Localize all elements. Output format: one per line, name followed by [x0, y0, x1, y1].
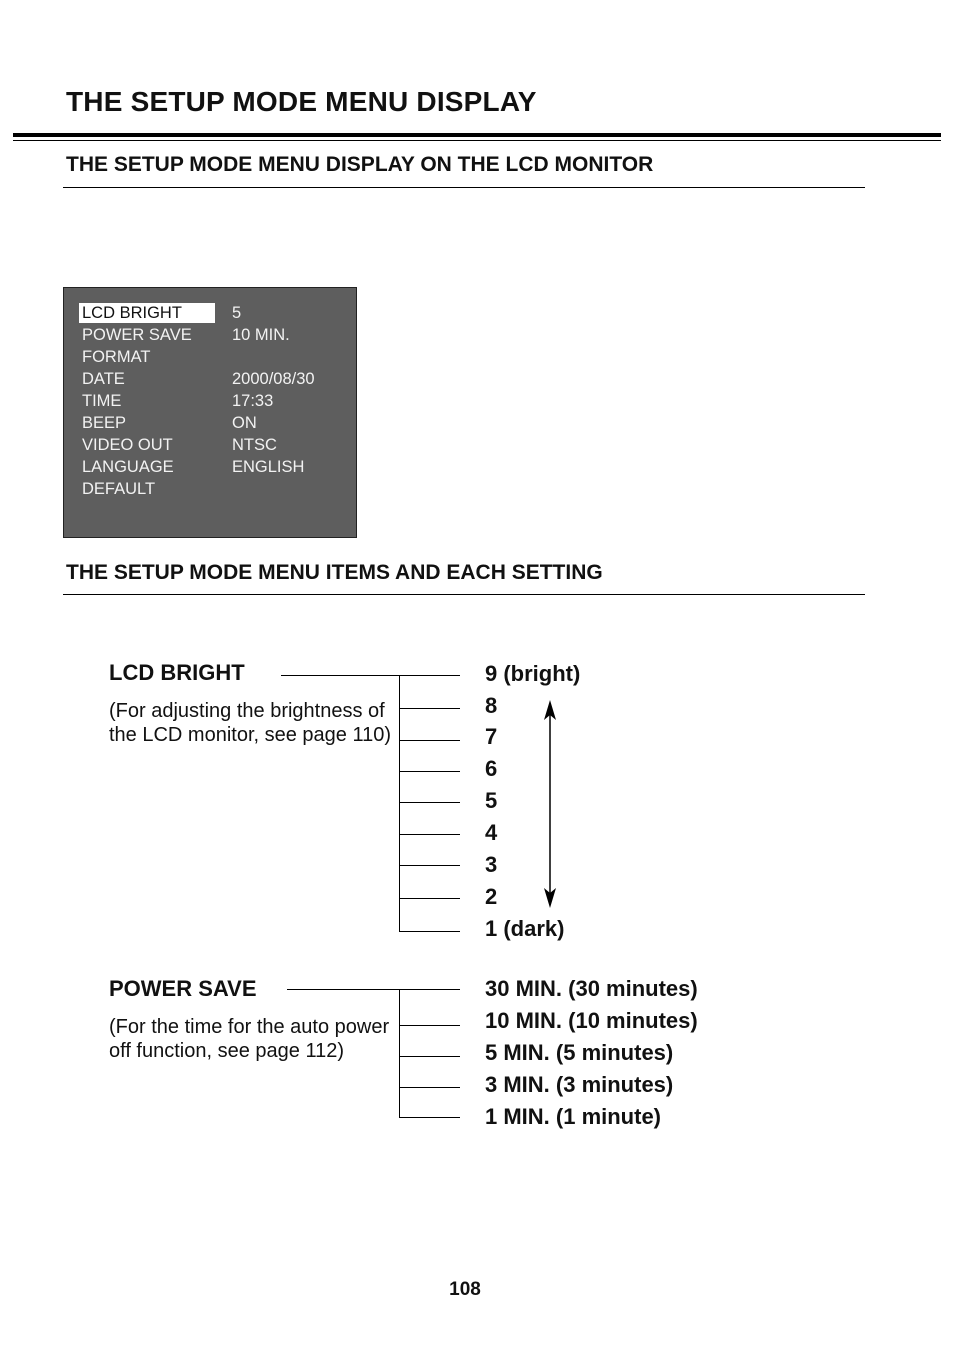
connector-line	[399, 1087, 460, 1088]
lcd-menu-row	[64, 435, 356, 457]
power-save-setting: 30 MIN. (30 minutes)	[485, 976, 698, 1001]
lcd-bright-setting: 8	[485, 693, 498, 718]
lcd-menu-row	[64, 413, 356, 435]
connector-line	[399, 771, 460, 772]
power-save-item-name: POWER SAVE	[109, 976, 257, 1001]
connector-line	[399, 1025, 460, 1026]
lcd-bright-setting: 7	[485, 724, 498, 749]
connector-line	[399, 865, 460, 866]
lcd-menu-value: NTSC	[232, 436, 277, 454]
power-save-setting: 1 MIN. (1 minute)	[485, 1104, 662, 1129]
power-save-setting: 3 MIN. (3 minutes)	[485, 1072, 674, 1097]
connector-line	[399, 931, 460, 932]
lcd-menu-value: 10 MIN.	[232, 326, 290, 344]
lcd-menu-label: FORMAT	[82, 348, 151, 366]
lcd-bright-setting: 4	[485, 820, 498, 845]
page-title: THE SETUP MODE MENU DISPLAY	[66, 86, 537, 117]
title-rule-thin	[13, 140, 941, 141]
connector-line	[399, 1117, 460, 1118]
lcd-bright-item-description: (For adjusting the brightness of the LCD monitor, see page 110)	[109, 700, 392, 746]
power-save-setting: 5 MIN. (5 minutes)	[485, 1040, 674, 1065]
lcd-section-rule	[63, 187, 865, 188]
lcd-bright-setting: 5	[485, 788, 498, 813]
lcd-menu-row	[64, 457, 356, 479]
connector-bracket	[399, 989, 400, 1117]
connector-line	[399, 708, 460, 709]
connector-line	[281, 675, 460, 676]
lcd-bright-setting: 2	[485, 884, 498, 909]
lcd-menu-label: DEFAULT	[82, 480, 156, 498]
lcd-menu-label: LANGUAGE	[82, 458, 174, 476]
power-save-item-description: (For the time for the auto power off function, see page 112)	[109, 1016, 390, 1062]
connector-bracket	[399, 675, 400, 931]
lcd-menu-label: POWER SAVE	[82, 326, 192, 344]
power-save-setting: 10 MIN. (10 minutes)	[485, 1008, 698, 1033]
lcd-bright-setting: 1 (dark)	[485, 916, 565, 941]
lcd-menu-value: ON	[232, 414, 257, 432]
lcd-menu-value: 2000/08/30	[232, 370, 315, 388]
lcd-menu-label: VIDEO OUT	[82, 436, 173, 454]
lcd-menu-row	[64, 325, 356, 347]
lcd-monitor-screen	[63, 287, 357, 538]
double-arrow-icon	[538, 700, 562, 908]
lcd-bright-setting: 6	[485, 756, 498, 781]
lcd-section-heading: THE SETUP MODE MENU DISPLAY ON THE LCD MONITOR	[66, 153, 654, 176]
connector-line	[399, 1056, 460, 1057]
lcd-menu-label: DATE	[82, 370, 125, 388]
connector-line	[399, 802, 460, 803]
lcd-menu-label: BEEP	[82, 414, 127, 432]
lcd-bright-setting: 9 (bright)	[485, 661, 581, 686]
lcd-menu-row	[64, 369, 356, 391]
lcd-menu-value: ENGLISH	[232, 458, 305, 476]
connector-line	[399, 740, 460, 741]
connector-line	[399, 834, 460, 835]
lcd-bright-item-name: LCD BRIGHT	[109, 660, 245, 685]
lcd-menu-row	[64, 347, 356, 369]
lcd-menu-row	[64, 391, 356, 413]
lcd-menu-row	[64, 479, 356, 501]
lcd-menu-row	[64, 303, 356, 325]
connector-line	[399, 898, 460, 899]
lcd-menu-label: LCD BRIGHT	[79, 303, 215, 323]
lcd-menu-value: 17:33	[232, 392, 274, 410]
items-section-heading: THE SETUP MODE MENU ITEMS AND EACH SETTING	[66, 561, 603, 584]
lcd-menu-label: TIME	[82, 392, 122, 410]
page-number: 108	[449, 1279, 481, 1300]
title-rule-thick	[13, 133, 941, 137]
connector-line	[287, 989, 460, 990]
lcd-menu-value: 5	[232, 304, 242, 322]
lcd-bright-setting: 3	[485, 852, 498, 877]
items-section-rule	[63, 594, 865, 595]
